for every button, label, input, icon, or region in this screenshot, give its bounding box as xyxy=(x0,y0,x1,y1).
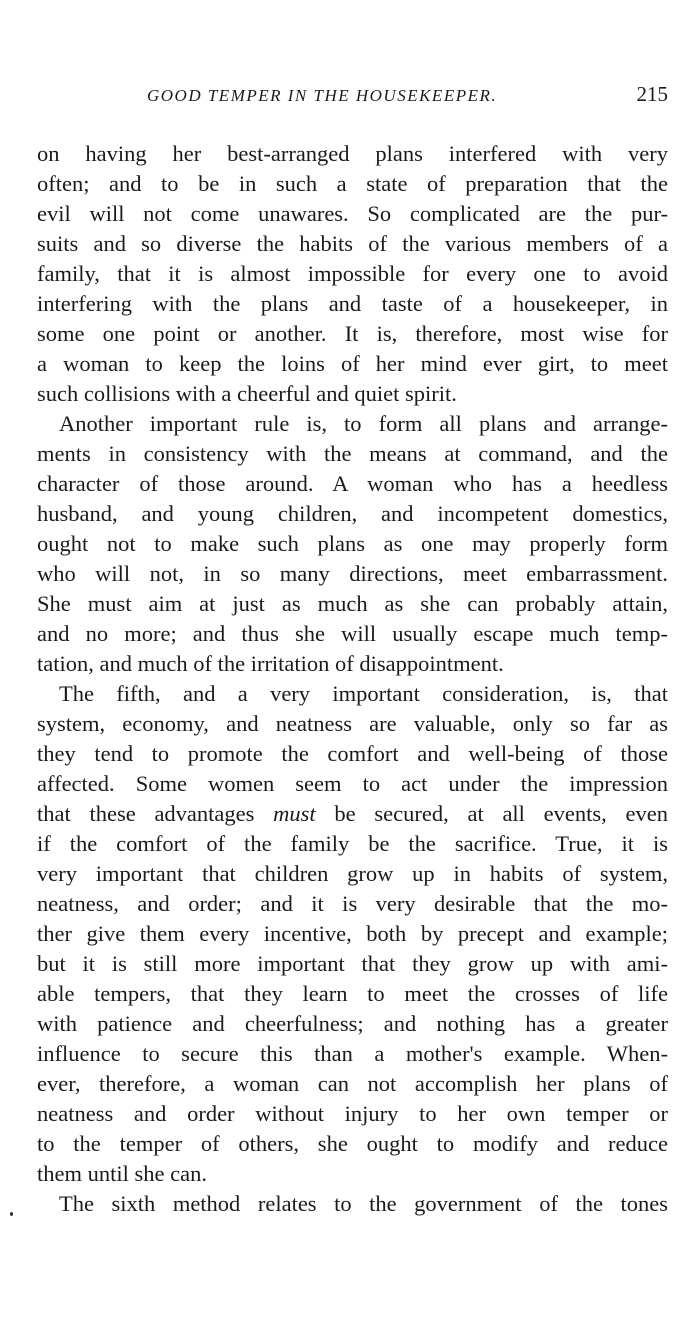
text-line: very important that children grow up in habits of system, xyxy=(37,861,668,886)
text-line: suits and so diverse the habits of the various members of a xyxy=(37,231,668,256)
text-line: if the comfort of the family be the sacrifice. True, it is xyxy=(37,831,668,856)
text-line: neatness and order without injury to her own temper or xyxy=(37,1101,668,1126)
text-line: evil will not come unawares. So complicated are the pur- xyxy=(37,201,668,226)
text-line: they tend to promote the comfort and well-being of those xyxy=(37,741,668,766)
text-line: on having her best-arranged plans interfered with very xyxy=(37,141,668,166)
scan-speck xyxy=(10,1212,13,1216)
text-line: them until she can. xyxy=(37,1161,207,1186)
running-title: GOOD TEMPER IN THE HOUSEKEEPER. xyxy=(147,86,498,105)
text-line: system, economy, and neatness are valuable, only so far as xyxy=(37,711,668,736)
text-line: husband, and young children, and incompetent domestics, xyxy=(37,501,668,526)
text-line: a woman to keep the loins of her mind ever girt, to meet xyxy=(37,351,668,376)
text-line: affected. Some women seem to act under the impression xyxy=(37,771,668,796)
text-line: that these advantages must be secured, at all events, even xyxy=(37,801,668,826)
text-line: but it is still more important that they grow up with ami- xyxy=(37,951,668,976)
text-line: influence to secure this than a mother's example. When- xyxy=(37,1041,668,1066)
text-line: family, that it is almost impossible for every one to avoid xyxy=(37,261,668,286)
paragraph xyxy=(37,139,668,409)
text-line: to the temper of others, she ought to modify and reduce xyxy=(37,1131,668,1156)
paragraph xyxy=(37,409,668,679)
text-line: ever, therefore, a woman can not accomplish her plans of xyxy=(37,1071,668,1096)
text-line: She must aim at just as much as she can probably attain, xyxy=(37,591,668,616)
emphasis: must xyxy=(273,801,316,826)
text-line: who will not, in so many directions, meet embarrassment. xyxy=(37,561,668,586)
text-line: able tempers, that they learn to meet the crosses of life xyxy=(37,981,668,1006)
text-line: with patience and cheerfulness; and nothing has a greater xyxy=(37,1011,668,1036)
text-line: ther give them every incentive, both by precept and example; xyxy=(37,921,668,946)
text-line: such collisions with a cheerful and quiet spirit. xyxy=(37,381,457,406)
paragraph xyxy=(37,1189,668,1219)
text-line: some one point or another. It is, therefore, most wise for xyxy=(37,321,668,346)
text-line: The fifth, and a very important consideration, is, that xyxy=(59,681,668,706)
text-line: and no more; and thus she will usually escape much temp- xyxy=(37,621,668,646)
text-line: ought not to make such plans as one may properly form xyxy=(37,531,668,556)
text-line: often; and to be in such a state of preparation that the xyxy=(37,171,668,196)
text-line: character of those around. A woman who has a heedless xyxy=(37,471,668,496)
page-header xyxy=(37,82,668,112)
text-line: neatness, and order; and it is very desirable that the mo- xyxy=(37,891,668,916)
text-line: ments in consistency with the means at command, and the xyxy=(37,441,668,466)
text-line: interfering with the plans and taste of a housekeeper, in xyxy=(37,291,668,316)
page-body xyxy=(37,139,668,1219)
text-line: tation, and much of the irritation of disappointment. xyxy=(37,651,504,676)
page-number: 215 xyxy=(636,82,668,106)
paragraph xyxy=(37,679,668,1189)
text-line: The sixth method relates to the government of the tones xyxy=(59,1191,668,1216)
text-line: Another important rule is, to form all plans and arrange- xyxy=(59,411,668,436)
